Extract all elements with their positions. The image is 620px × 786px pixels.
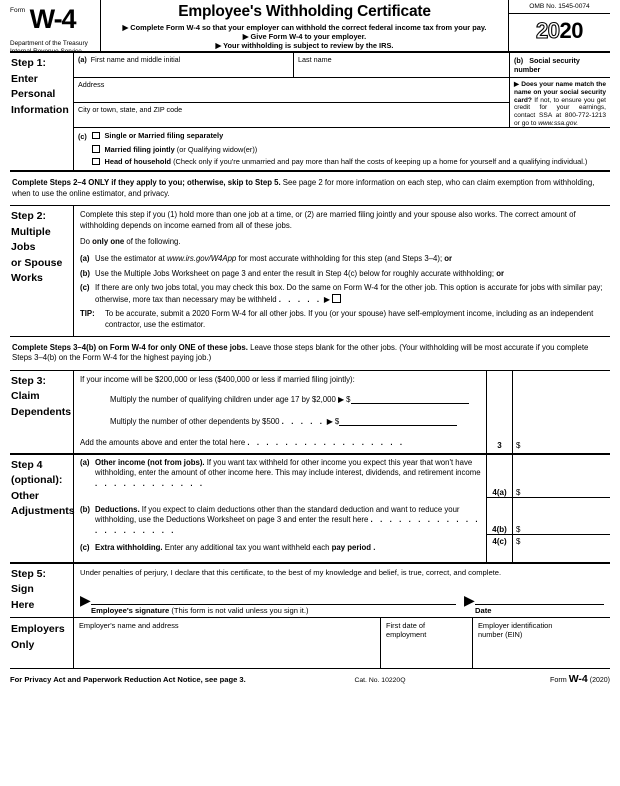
step-4a-rest: If you want tax withheld for other income you expect this year that won't have withholding, enter the amount of other income here. This may include interest, dividends, and retirement income xyxy=(95,457,481,478)
ssn-note-bold: Does your name match the name on your social security card? xyxy=(514,81,606,104)
do-only-post: of the following. xyxy=(124,237,181,247)
step-4b-text xyxy=(95,505,481,536)
option-c-arrow-icon: ▶ xyxy=(323,294,330,304)
option-b-part1: Use the Multiple Jobs Worksheet on page 3 and enter the result in Step 4(c) below for roughly accurate withholding; xyxy=(95,268,497,278)
step-4-title: Step 4 xyxy=(11,458,43,471)
step-1-fields xyxy=(73,53,610,170)
step-4b-amount-divider xyxy=(513,534,610,535)
filing-letter-spacer xyxy=(78,145,92,146)
step-3-line-3: Dependents xyxy=(11,405,72,418)
address-field[interactable] xyxy=(74,78,509,102)
step-1-line-3: Personal xyxy=(11,88,56,100)
employer-ein-field[interactable] xyxy=(472,618,610,668)
employee-signature-block[interactable] xyxy=(80,593,456,616)
step-4-line-2: (optional): xyxy=(11,474,63,487)
omb-year-block xyxy=(509,0,610,51)
footer-form-id xyxy=(460,673,610,685)
step-3-line-number-column xyxy=(486,371,512,453)
last-name-label: Last name xyxy=(298,54,332,64)
header-instruction-1-text: Complete Form W-4 so that your employer can withhold the correct federal income tax from your pay. xyxy=(130,22,487,32)
name-row xyxy=(74,53,509,78)
option-a-url[interactable]: www.irs.gov/W4App xyxy=(166,253,237,263)
header-instructions xyxy=(105,23,504,51)
ssn-note-rest: If not, to ensure you get credit for your earnings, contact SSA at 800-772-1213 or go to xyxy=(514,96,606,127)
filing-status-group xyxy=(74,128,610,170)
step-2-option-c xyxy=(80,283,606,305)
step-2-option-c-text xyxy=(95,283,606,305)
address-label: Address xyxy=(78,79,105,89)
first-name-letter: (a) xyxy=(78,54,87,64)
step-4a-line-number: 4(a) xyxy=(492,487,507,497)
option-c-text: If there are only two jobs total, you may check this box. Do the same on Form W-4 for the other job. This option is accurate for jobs with similar pay; otherwise, more tax than necessary may be withheld xyxy=(95,283,603,304)
header-instruction-1 xyxy=(105,23,504,32)
employee-signature-line-wrap xyxy=(80,591,456,608)
filing-status-option[interactable] xyxy=(78,157,606,166)
tax-year-prefix: 20 xyxy=(536,18,560,43)
do-only-bold: only one xyxy=(92,237,125,247)
ein-label-1: Employer identification xyxy=(478,621,553,631)
filing-status-option[interactable] xyxy=(78,145,606,154)
employee-signature-label: Employee's signature xyxy=(91,606,170,616)
step-3-total-text: Add the amounts above and enter the total here xyxy=(80,438,246,448)
step-2-tip-text: To be accurate, submit a 2020 Form W-4 for all other jobs. If you (or your spouse) have self-employment income, including as an independent contractor, use the estimator. xyxy=(105,309,594,329)
step-3-other-arrow-icon: ▶ xyxy=(326,416,333,426)
ssn-note-arrow-icon: ▶ xyxy=(514,81,520,88)
step-4c-bold2: pay period xyxy=(331,542,372,552)
first-date-label-2: employment xyxy=(386,630,427,640)
step-4-line-number-column xyxy=(486,455,512,562)
header-instruction-3 xyxy=(105,41,504,50)
step-4a-leader-dots: . . . . . . . . . . . . xyxy=(95,478,205,488)
step-5-label xyxy=(10,564,73,618)
signature-row xyxy=(80,593,604,616)
footer-form-word: Form xyxy=(549,674,567,684)
step-4a-key: (a) xyxy=(80,457,90,467)
step-2-line-4: Works xyxy=(11,272,43,285)
step-2-section xyxy=(10,206,610,336)
employer-name-address-field[interactable] xyxy=(74,618,380,668)
ssn-label: Social security number xyxy=(514,55,580,74)
filing-status-option[interactable] xyxy=(78,131,606,141)
step-2-option-a xyxy=(80,254,606,265)
ein-label-2: number (EIN) xyxy=(478,630,523,640)
step-4-label xyxy=(10,455,73,562)
filing-letter: (c) xyxy=(78,132,87,141)
employers-only-line-1: Employers xyxy=(11,623,65,636)
step-3-total-leader-dots: . . . . . . . . . . . . . . . . . xyxy=(247,438,405,448)
step-4c-row xyxy=(80,536,481,559)
option-b-or: or xyxy=(496,268,504,278)
step-4-body xyxy=(73,455,486,562)
step-5-line-3: Here xyxy=(11,598,35,611)
filing-option-2-text xyxy=(105,157,588,166)
checkbox-head-of-household[interactable] xyxy=(92,158,100,166)
steps-3-4b-notice-rest: Leave those steps blank for the other jobs. (Your withholding will be most accurate if you complete Steps 3–4(b) on the Form W-4 for the highest paying job.) xyxy=(12,342,589,363)
checkbox-single-or-married-separately[interactable] xyxy=(92,132,100,140)
header-instruction-2 xyxy=(105,32,504,41)
step-3-children-text: Multiply the number of qualifying children under age 17 by $2,000 xyxy=(110,395,336,405)
footer-form-number: W-4 xyxy=(568,672,588,685)
date-input[interactable] xyxy=(475,593,604,605)
step-2-do-only-one xyxy=(80,237,606,248)
step-4a-row xyxy=(80,458,481,500)
arrow-icon: ▶ xyxy=(122,22,129,32)
option-c-leader-dots: . . . . . xyxy=(278,294,322,304)
header-instruction-2-text: Give Form W-4 to your employer. xyxy=(250,31,367,41)
filing-option-0-bold: Single or Married filing separately xyxy=(104,131,224,140)
agency-line-2: Internal Revenue Service xyxy=(10,47,82,55)
perjury-statement: Under penalties of perjury, I declare that this certificate, to the best of my knowledge and belief, is true, correct, and complete. xyxy=(80,567,502,577)
employee-signature-caption xyxy=(80,605,456,616)
signature-arrow-icon: ▶ xyxy=(80,591,91,608)
do-only-pre: Do xyxy=(80,237,93,247)
step-4c-text xyxy=(95,543,481,559)
filing-option-1-rest: (or Qualifying widow(er)) xyxy=(174,144,258,154)
step-5-title: Step 5: xyxy=(11,567,47,580)
form-title-block xyxy=(100,0,509,51)
filing-option-2-bold: Head of household xyxy=(104,157,172,166)
tax-year-suffix: 20 xyxy=(559,18,583,43)
tax-year xyxy=(509,18,610,44)
date-arrow-icon: ▶ xyxy=(464,591,475,608)
step-4c-leader-dots: . xyxy=(373,542,379,552)
step-4a-amount-divider xyxy=(513,497,610,498)
employee-signature-note: (This form is not valid unless you sign it.) xyxy=(169,606,309,616)
employer-name-address-label: Employer's name and address xyxy=(79,621,179,631)
filing-option-1-bold: Married filing jointly xyxy=(104,144,175,154)
step-4-section xyxy=(10,455,610,564)
form-identity xyxy=(10,0,100,55)
step-3-label xyxy=(10,371,73,453)
checkbox-two-jobs-total[interactable] xyxy=(332,294,341,303)
catalog-number: Cat. No. 10220Q xyxy=(354,676,406,684)
step-5-line-2: Sign xyxy=(11,583,34,596)
checkbox-married-filing-jointly[interactable] xyxy=(92,145,100,153)
step-3-amount-dollar: $ xyxy=(516,440,521,450)
ssn-letter: (b) xyxy=(514,55,524,65)
step-4c-line-number: 4(c) xyxy=(492,536,507,546)
step-4b-rest: If you expect to claim deductions other than the standard deduction and want to reduce your withholding, use the Deductions Worksheet on page 3 and enter the result here xyxy=(95,504,460,525)
steps-2-4-notice xyxy=(10,172,610,206)
step-4a-text xyxy=(95,458,481,500)
step-2-option-b-key: (b) xyxy=(80,268,90,278)
steps-2-4-notice-rest: See page 2 for more information on each step, who can claim exemption from withholding, when to use the online estimator, and privacy. xyxy=(12,178,595,198)
employers-only-line-2: Only xyxy=(11,638,35,651)
option-a-part1: Use the estimator at xyxy=(95,253,167,263)
form-header xyxy=(10,0,610,53)
agency-line-1: Department of the Treasury xyxy=(10,40,88,47)
form-number: W-4 xyxy=(29,4,76,34)
step-5-body xyxy=(73,564,610,618)
step-3-amount-column[interactable] xyxy=(512,371,610,453)
step-4c-dollar: $ xyxy=(516,536,521,546)
arrow-icon: ▶ xyxy=(242,31,249,41)
step-2-option-b-text xyxy=(95,269,606,280)
step-3-section xyxy=(10,371,610,455)
step-1-title: Step 1: xyxy=(11,57,47,69)
header-instruction-3-text: Your withholding is subject to review by the IRS. xyxy=(223,41,394,51)
step-1-line-4: Information xyxy=(11,103,69,116)
form-label: Form xyxy=(10,7,26,14)
step-5-section xyxy=(10,564,610,619)
privacy-act-notice: For Privacy Act and Paperwork Reduction Act Notice, see page 3. xyxy=(10,674,246,684)
step-2-option-b xyxy=(80,269,606,280)
date-line-wrap xyxy=(464,591,604,608)
step-2-line-3: or Spouse xyxy=(11,256,63,269)
step-4c-rest: Enter any additional tax you want withheld each xyxy=(162,542,332,552)
employers-only-label xyxy=(10,618,73,668)
filing-option-0-text xyxy=(105,131,224,140)
ssn-note xyxy=(510,78,610,128)
step-2-body xyxy=(73,206,610,335)
step-4b-row xyxy=(80,500,481,536)
step-3-children-input[interactable] xyxy=(351,403,469,404)
option-a-part2: for most accurate withholding for this step (and Steps 3–4); xyxy=(236,253,445,263)
filing-letter-spacer xyxy=(78,157,92,158)
step-4b-line-number: 4(b) xyxy=(492,524,507,534)
step-4b-dollar: $ xyxy=(516,524,521,534)
step-3-other-leader-dots: . . . . . xyxy=(281,416,325,426)
step-2-line-2: Multiple Jobs xyxy=(11,225,51,254)
step-4-line-4: Adjustments xyxy=(11,505,75,518)
step-3-intro: If your income will be $200,000 or less ($400,000 or less if married filing jointly): xyxy=(80,374,355,384)
step-1-line-2: Enter xyxy=(11,72,38,85)
step-4b-key: (b) xyxy=(80,504,90,514)
step-3-line-2: Claim xyxy=(11,390,40,403)
page-title: Employee's Withholding Certificate xyxy=(178,3,431,20)
date-label: Date xyxy=(475,606,492,616)
step-2-option-c-key: (c) xyxy=(80,283,90,293)
step-4a-dollar: $ xyxy=(516,487,521,497)
step-2-title: Step 2: xyxy=(11,210,47,223)
first-date-label-1: First date of xyxy=(386,621,426,631)
step-2-tip xyxy=(80,309,606,330)
city-row[interactable] xyxy=(74,103,509,128)
step-4a-bold: Other income (not from jobs). xyxy=(95,457,205,467)
first-name-label: First name and middle initial xyxy=(90,54,181,64)
step-4c-key: (c) xyxy=(80,542,90,552)
step-3-other-dollar: $ xyxy=(334,416,340,426)
steps-3-4b-notice xyxy=(10,337,610,371)
form-footer xyxy=(10,669,610,685)
steps-3-4b-notice-bold: Complete Steps 3–4(b) on Form W-4 for only ONE of these jobs. xyxy=(12,342,248,352)
step-3-children-dollar: $ xyxy=(346,395,351,405)
step-4b-divider xyxy=(487,534,512,535)
steps-2-4-notice-bold: Complete Steps 2–4 ONLY if they apply to you; otherwise, skip to Step 5. xyxy=(12,178,281,187)
step-1-section xyxy=(10,53,610,172)
omb-number: OMB No. 1545-0074 xyxy=(509,0,610,14)
city-label: City or town, state, and ZIP code xyxy=(78,104,183,114)
step-1-label xyxy=(10,53,73,170)
step-2-label xyxy=(10,206,73,335)
step-3-other-line xyxy=(110,417,481,428)
filing-option-2-rest: (Check only if you're unmarried and pay more than half the costs of keeping up a home for yourself and a qualifying individual.) xyxy=(171,157,588,166)
first-date-of-employment-field[interactable] xyxy=(380,618,472,668)
employers-only-section xyxy=(10,618,610,669)
ssn-column xyxy=(509,53,610,128)
address-row[interactable] xyxy=(74,78,509,103)
step-3-line-number: 3 xyxy=(497,440,502,450)
step-2-option-a-text xyxy=(95,254,606,265)
date-block[interactable] xyxy=(464,593,604,616)
step-4b-bold: Deductions. xyxy=(95,504,140,514)
ssn-note-url: www.ssa.gov. xyxy=(538,119,579,127)
employee-signature-input[interactable] xyxy=(91,593,456,605)
footer-form-year: (2020) xyxy=(589,676,610,684)
last-name-field[interactable] xyxy=(294,53,509,77)
first-name-field[interactable] xyxy=(74,53,294,77)
ssn-field[interactable] xyxy=(510,53,610,78)
step-4c-bold: Extra withholding. xyxy=(95,542,163,552)
employers-only-fields xyxy=(73,618,610,668)
step-4-line-3: Other xyxy=(11,489,40,502)
arrow-icon: ▶ xyxy=(215,41,222,51)
step-4a-divider xyxy=(487,497,512,498)
filing-option-1-text xyxy=(105,145,258,154)
step-3-other-input[interactable] xyxy=(339,425,457,426)
step-4b-leader-dots: . . . . . . . . . . . . . . . . . . . . . xyxy=(95,515,481,535)
step-3-other-text: Multiply the number of other dependents by $500 xyxy=(110,416,280,426)
option-a-or: or xyxy=(444,253,453,263)
step-3-children-line xyxy=(110,395,481,406)
step-3-body xyxy=(73,371,486,453)
step-2-option-a-key: (a) xyxy=(80,253,90,263)
step-3-total-line xyxy=(80,438,481,451)
city-field[interactable] xyxy=(74,103,509,127)
step-4-amount-column[interactable] xyxy=(512,455,610,562)
step-2-tip-key: TIP: xyxy=(80,309,95,319)
step-2-intro: Complete this step if you (1) hold more than one job at a time, or (2) are married filing jointly and your spouse also works. The correct amount of withholding depends on income earned from all of these jobs. xyxy=(80,210,576,230)
step-3-children-arrow-icon: ▶ xyxy=(338,395,344,405)
step-3-title: Step 3: xyxy=(11,374,47,387)
